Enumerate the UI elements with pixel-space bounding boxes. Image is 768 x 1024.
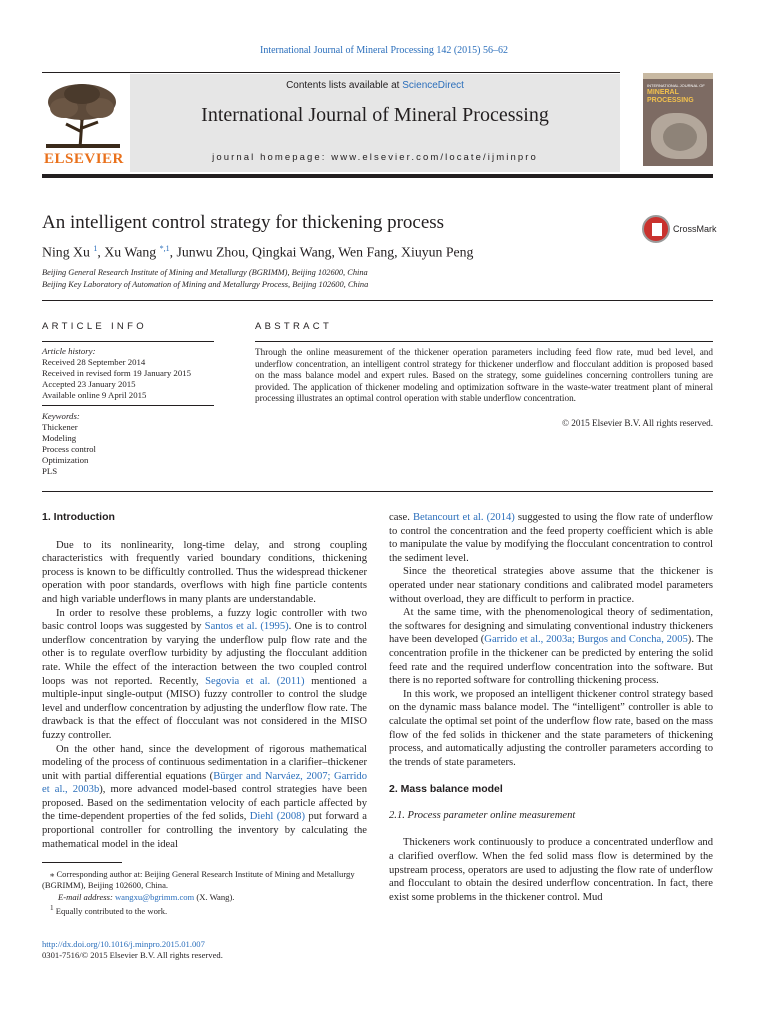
text-run: case. <box>389 512 413 523</box>
article-info-heading: ARTICLE INFO <box>42 321 147 332</box>
author-note-link[interactable]: 1 <box>93 244 98 253</box>
body-right-column <box>389 511 713 904</box>
footnote-mark: ⁎ <box>50 869 55 879</box>
elsevier-tree-icon <box>42 80 124 150</box>
elsevier-logo <box>42 80 124 150</box>
abstract-rule <box>255 341 713 342</box>
abstract-heading: ABSTRACT <box>255 321 333 332</box>
article-info-rule <box>42 341 214 342</box>
author-others: , Junwu Zhou, Qingkai Wang, Wen Fang, Xiuyun Peng <box>169 244 474 260</box>
right-paragraph-4: In this work, we proposed an intelligent thickener control strategy based on the dynamic mass balance model. The “intelligent” controller is able to calculate the optimal set point of the underflow flow rate, based on the mass flow of the fed solids in thickener and the state parameters of thickening process, and automatically adjusting the controller parameters according to the trends of state parameters. <box>389 688 713 768</box>
history-revised: Received in revised form 19 January 2015 <box>42 368 192 378</box>
text-run: suggested to using the flow rate of underflow to control the concentration and the feed property coefficient which is able to manipulate the value by modifying the flocculant concentration to control the sediment level. <box>389 512 714 564</box>
journal-cover-image <box>643 73 713 166</box>
journal-title: International Journal of Mineral Processing <box>201 104 549 126</box>
footnotes <box>42 869 372 917</box>
footnote-text: Equally contributed to the work. <box>55 906 168 917</box>
email-link[interactable]: wangxu@bgrimm.com <box>114 891 195 902</box>
text-run: . One is to control underflow concentration by varying the underflow pulp flow rate and the other is to regulate overflow turbidity by adjusting the flocculant addition rate. While the effect of the interaction between the two coupled control loops was not reported. Recently, <box>42 621 367 687</box>
ref-garrido-burgos[interactable]: Garrido et al., 2003a; Burgos and Concha, 2005 <box>484 634 688 646</box>
history-online: Available online 9 April 2015 <box>42 390 147 400</box>
crossmark-label[interactable]: CrossMark <box>673 224 717 234</box>
cover-line-3: PROCESSING <box>647 97 694 104</box>
abstract-text: Through the online measurement of the thickener operation parameters including feed flow rate, mud bed level, and underflow concentration, an intelligent control strategy for thickener underflow and flocculant addition is proposed based on the mass balance model and expert rules. Based on the strategy, some guidelines concerning controllers tuning are provided. The application of thickener modeling and optimization software in the waste-water treatment plant of mineral processing illustrates an optimal control operation with stable underflow concentration. <box>255 347 713 404</box>
keyword-item: PLS <box>42 466 58 476</box>
history-accepted: Accepted 23 January 2015 <box>42 379 136 389</box>
keyword-item: Modeling <box>42 433 77 443</box>
keyword-item: Optimization <box>42 455 89 465</box>
email-label: E-mail address: <box>58 891 115 902</box>
keyword-item: Process control <box>42 444 96 454</box>
author-xu-wang: , Xu Wang <box>97 244 160 260</box>
elsevier-wordmark: ELSEVIER <box>44 151 124 167</box>
ref-diehl-2008[interactable]: Diehl (2008) <box>249 811 305 823</box>
keyword-item: Thickener <box>42 422 78 432</box>
corresponding-author-link[interactable]: *,1 <box>159 244 170 253</box>
section-2-1-heading: 2.1. Process parameter online measurement <box>389 809 576 821</box>
text-run: mentioned a multiple-input single-output (MISO) fuzzy controller to control the sludge level and underflow concentration by adjusting the underflow flow rate. The drawback is that the effect of flocculant was not considered in the MISO fuzzy controller. <box>42 675 368 741</box>
affiliation-1: Beijing General Research Institute of Mining and Metallurgy (BGRIMM), Beijing 102600, China <box>42 268 368 277</box>
footnote-rule <box>42 862 122 863</box>
doi-link[interactable]: http://dx.doi.org/10.1016/j.minpro.2015.01.007 <box>42 939 205 949</box>
intro-paragraph-1: Due to its nonlinearity, long-time delay, and strong coupling characteristics with frequently varied boundary conditions, thickening process is known to be difficultly controlled. Thus the widespread thickener operation with poor standards, overflows with high fine particle contents and high variable underflows in many plants are understandable. <box>42 539 367 605</box>
header-bottom-rule <box>42 174 713 178</box>
section-1-heading: 1. Introduction <box>42 511 115 523</box>
text-run: At the same time, with the phenomenological theory of sedimentation, the softwares for designing and simulating conventional industry thickeners have been developed ( <box>389 607 713 646</box>
cover-line-2: MINERAL <box>647 89 679 96</box>
journal-homepage[interactable]: journal homepage: www.elsevier.com/locate/ijminpro <box>212 152 538 163</box>
history-received: Received 28 September 2014 <box>42 357 146 367</box>
intro-paragraph-3 <box>42 743 367 852</box>
section-2-heading: 2. Mass balance model <box>389 783 503 796</box>
footnote-mark: 1 <box>50 904 54 913</box>
email-suffix: (X. Wang). <box>194 891 235 902</box>
keywords <box>42 411 222 477</box>
intro-paragraph-2 <box>42 607 367 743</box>
history-label: Article history: <box>42 346 96 356</box>
journal-citation-link[interactable]: International Journal of Mineral Processing 142 (2015) 56–62 <box>259 45 508 56</box>
ref-santos-1995[interactable]: Santos et al. (1995) <box>204 621 289 633</box>
crossmark-icon[interactable] <box>642 215 670 243</box>
abstract-copyright: © 2015 Elsevier B.V. All rights reserved. <box>562 418 713 428</box>
article-history <box>42 346 222 401</box>
footnote-corresponding <box>42 869 372 892</box>
right-paragraph-3 <box>389 606 713 688</box>
footnote-email <box>42 892 372 903</box>
text-run: ). The concentration profile in the thickener can be predicted by entering the solid feed rate and the required underflow concentration into the software. But there is no reported software for controlling thickening process. <box>389 634 713 687</box>
contents-available <box>130 80 620 91</box>
text-run: ), more advanced model-based control strategies have been proposed. Based on the sedimentation velocity of each particle affected by the time-dependent properties of the fed solids, <box>42 784 367 823</box>
cover-line-1: INTERNATIONAL JOURNAL OF <box>647 83 705 88</box>
text-run: put forward a proportional controller for controlling the inventory by calculating the mathematical model in the ideal <box>42 811 367 850</box>
header-top-rule <box>42 72 620 73</box>
keywords-rule <box>42 405 214 406</box>
ref-burger-garrido[interactable]: Bürger and Narváez, 2007; Garrido et al., 2003b <box>42 770 367 796</box>
right-paragraph-1 <box>389 511 713 565</box>
ref-segovia-2011[interactable]: Segovia et al. (2011) <box>205 675 305 687</box>
text-run: On the other hand, since the development of rigorous mathematical modeling of the process of continuous sedimentation in a clarifier–thickener unit with partial differential equations ( <box>42 743 367 782</box>
body-top-rule <box>42 491 713 492</box>
author-ning-xu: Ning Xu <box>42 244 94 260</box>
keywords-label: Keywords: <box>42 411 80 421</box>
text-run: In order to resolve these problems, a fuzzy logic controller with two basic control loops was suggested by <box>42 607 367 633</box>
issn-copyright: 0301-7516/© 2015 Elsevier B.V. All rights reserved. <box>42 950 223 960</box>
author-list <box>42 244 473 261</box>
article-title: An intelligent control strategy for thickening process <box>42 212 445 233</box>
body-left-column <box>42 511 367 851</box>
ref-betancourt-2014[interactable]: Betancourt et al. (2014) <box>412 512 515 523</box>
title-rule <box>42 300 713 301</box>
right-paragraph-2: Since the theoretical strategies above assume that the thickener is operated under near stationary conditions and calibrated model parameters without overload, they are difficult to perform in practice. <box>389 566 713 605</box>
contents-prefix: Contents lists available at <box>286 80 403 91</box>
footnote-text: Corresponding author at: Beijing General Research Institute of Mining and Metallurgy (BGRIMM), Beijing 102600, China. <box>42 869 355 891</box>
affiliation-2: Beijing Key Laboratory of Automation of Mining and Metallurgy Process, Beijing 102600, China <box>42 280 369 289</box>
sciencedirect-link[interactable]: ScienceDirect <box>402 80 464 91</box>
right-paragraph-5: Thickeners work continuously to produce a concentrated underflow and a clarified overflow. When the fed solid mass flow is determined by the upstream process, operators are used to adjusting the flow rate of underflow and flocculant to obtain the desired underflow concentration. In fact, there exist some problems in the thickener control. Mud <box>389 837 713 903</box>
footnote-equal-contribution <box>42 903 372 917</box>
